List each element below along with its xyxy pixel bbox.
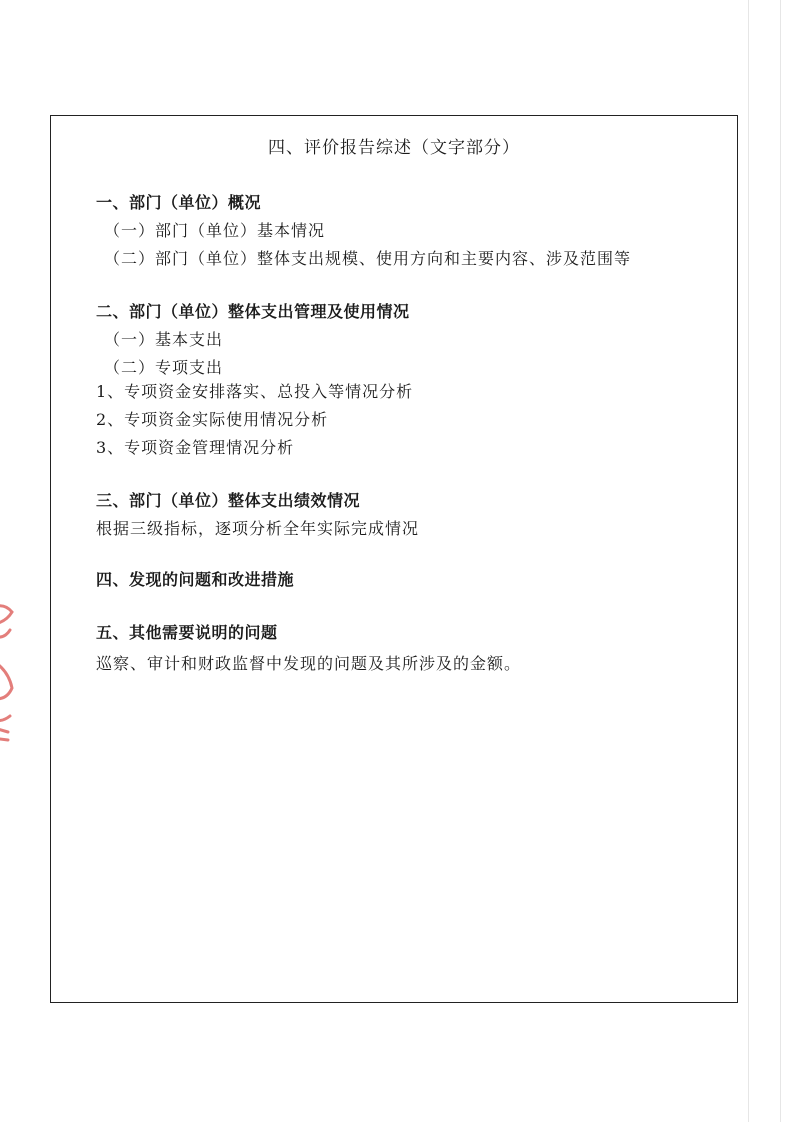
subsection-2-1: （一）基本支出 bbox=[104, 330, 224, 349]
subsection-1-1: （一）部门（单位）基本情况 bbox=[104, 221, 326, 240]
subsection-1-2: （二）部门（单位）整体支出规模、使用方向和主要内容、涉及范围等 bbox=[104, 249, 632, 268]
section-heading-3: 三、部门（单位）整体支出绩效情况 bbox=[96, 491, 361, 510]
section-5-body: 巡察、审计和财政监督中发现的问题及其所涉及的金额。 bbox=[96, 654, 522, 673]
scan-edge-line bbox=[748, 0, 749, 1122]
section-3-body: 根据三级指标，逐项分析全年实际完成情况 bbox=[96, 519, 420, 538]
subsection-2-2: （二）专项支出 bbox=[104, 358, 224, 377]
list-item-2-2-3: 3、专项资金管理情况分析 bbox=[96, 438, 295, 457]
section-heading-1: 一、部门（单位）概况 bbox=[96, 193, 262, 212]
list-item-2-2-2: 2、专项资金实际使用情况分析 bbox=[96, 410, 329, 429]
red-seal-stamp-mark bbox=[0, 588, 22, 748]
scan-edge-line bbox=[780, 0, 781, 1122]
section-heading-5: 五、其他需要说明的问题 bbox=[96, 623, 278, 642]
list-item-2-2-1: 1、专项资金安排落实、总投入等情况分析 bbox=[96, 382, 414, 401]
section-heading-4: 四、发现的问题和改进措施 bbox=[96, 570, 295, 589]
report-frame bbox=[50, 115, 738, 1003]
section-heading-2: 二、部门（单位）整体支出管理及使用情况 bbox=[96, 302, 410, 321]
report-title: 四、评价报告综述（文字部分） bbox=[268, 138, 520, 158]
